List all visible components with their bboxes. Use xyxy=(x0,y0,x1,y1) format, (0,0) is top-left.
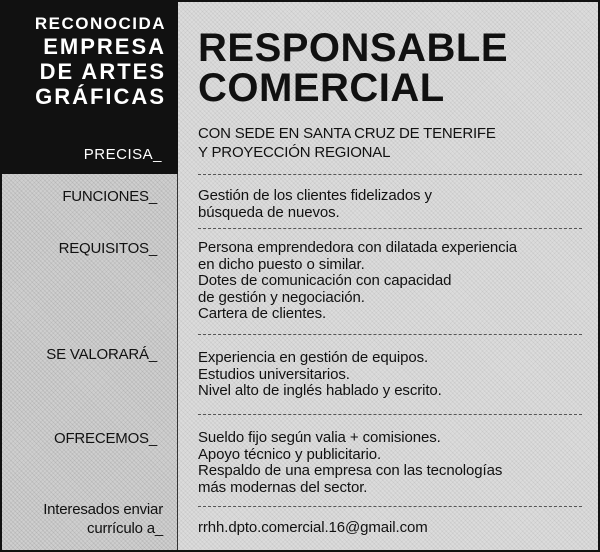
divider xyxy=(198,414,582,415)
requisitos-line: Persona emprendedora con dilatada experiencia xyxy=(198,239,518,256)
funciones-line: Gestión de los clientes fidelizados y xyxy=(198,187,432,204)
location-line-1: CON SEDE EN SANTA CRUZ DE TENERIFE xyxy=(198,125,496,142)
valorara-text xyxy=(198,350,442,400)
requisitos-text xyxy=(198,240,517,323)
ofrecemos-line: Respaldo de una empresa con las tecnologías xyxy=(198,462,503,479)
job-title-line-2: COMERCIAL xyxy=(198,66,445,110)
company-line-4: GRÁFICAS xyxy=(35,84,166,109)
location-text xyxy=(198,124,496,162)
divider xyxy=(198,506,582,507)
location-line-2: Y PROYECCIÓN REGIONAL xyxy=(198,144,391,161)
company-box xyxy=(2,2,178,174)
contact-label-line-2: currículo a_ xyxy=(87,520,163,537)
divider xyxy=(198,174,582,175)
left-column xyxy=(2,2,178,552)
funciones-line: búsqueda de nuevos. xyxy=(198,203,340,221)
job-title xyxy=(198,28,508,108)
ofrecemos-label: OFRECEMOS_ xyxy=(53,430,157,447)
valorara-line: Experiencia en gestión de equipos. xyxy=(198,349,429,366)
contact-email: rrhh.dpto.comercial.16@gmail.com xyxy=(198,519,428,536)
contact-label xyxy=(43,500,163,538)
funciones-label: FUNCIONES_ xyxy=(62,188,157,205)
ofrecemos-line: Apoyo técnico y publicitario. xyxy=(198,445,382,463)
valorara-line: Estudios universitarios. xyxy=(198,365,350,383)
divider xyxy=(198,334,582,335)
valorara-line: Nivel alto de inglés hablado y escrito. xyxy=(198,382,442,399)
requisitos-line: Dotes de comunicación con capacidad xyxy=(198,272,452,289)
company-line-1: RECONOCIDA xyxy=(34,14,166,33)
ofrecemos-line: Sueldo fijo según valia + comisiones. xyxy=(198,429,441,446)
requisitos-line: en dicho puesto o similar. xyxy=(198,255,365,273)
requisitos-label: REQUISITOS_ xyxy=(58,240,157,257)
contact-label-line-1: Interesados enviar xyxy=(43,501,163,518)
ofrecemos-text xyxy=(198,430,502,496)
divider xyxy=(198,228,582,229)
requisitos-line: de gestión y negociación. xyxy=(198,288,365,306)
job-title-line-1: RESPONSABLE xyxy=(198,26,508,70)
valorara-label: SE VALORARÁ_ xyxy=(46,346,157,363)
company-line-3: DE ARTES xyxy=(39,59,166,84)
requisitos-line: Cartera de clientes. xyxy=(198,305,327,322)
precisa-label: PRECISA_ xyxy=(83,146,162,163)
funciones-text xyxy=(198,188,432,221)
company-line-2: EMPRESA xyxy=(43,34,166,59)
ofrecemos-line: más modernas del sector. xyxy=(198,478,368,496)
